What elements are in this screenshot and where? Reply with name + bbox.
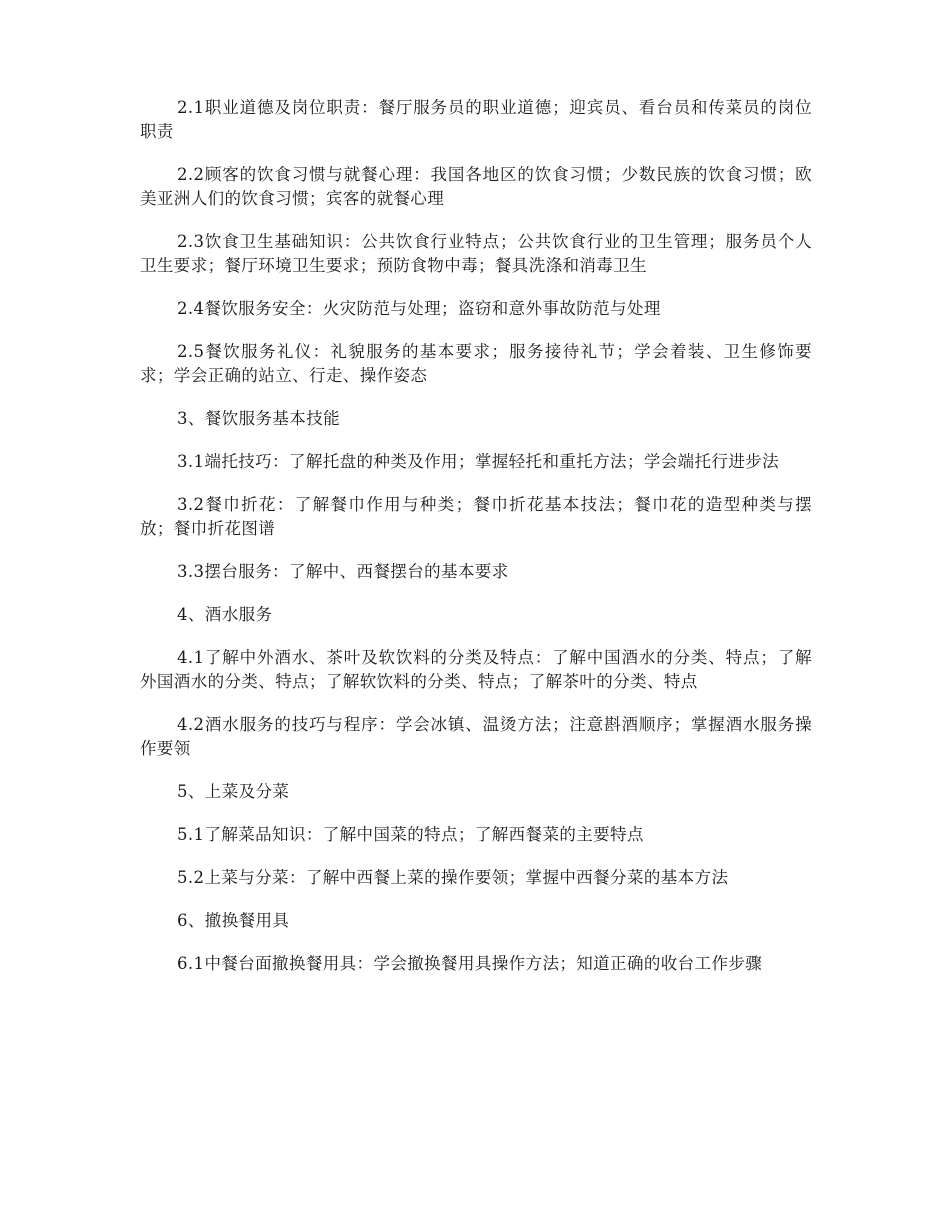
section-heading-5: 5、上菜及分菜 <box>177 782 290 801</box>
paragraph-3-3: 3.3摆台服务：了解中、西餐摆台的基本要求 <box>177 562 509 581</box>
paragraph-3-1: 3.1端托技巧：了解托盘的种类及作用；掌握轻托和重托方法；学会端托行进步法 <box>177 452 780 471</box>
paragraph-4-2: 4.2酒水服务的技巧与程序：学会冰镇、温烫方法；注意斟酒顺序；掌握酒水服务操作要领 <box>140 715 812 758</box>
paragraph-2-3: 2.3饮食卫生基础知识：公共饮食行业特点；公共饮食行业的卫生管理；服务员个人卫生要求；餐厅环境卫生要求；预防食物中毒；餐具洗涤和消毒卫生 <box>140 232 812 275</box>
paragraph-4-1: 4.1了解中外酒水、茶叶及软饮料的分类及特点：了解中国酒水的分类、特点；了解外国酒水的分类、特点；了解软饮料的分类、特点；了解茶叶的分类、特点 <box>140 648 812 691</box>
section-heading-6: 6、撤换餐用具 <box>177 911 290 930</box>
paragraph-2-1: 2.1职业道德及岗位职责：餐厅服务员的职业道德；迎宾员、看台员和传菜员的岗位职责 <box>140 98 812 141</box>
paragraph-3-2: 3.2餐巾折花：了解餐巾作用与种类；餐巾折花基本技法；餐巾花的造型种类与摆放；餐巾折花图谱 <box>140 495 812 538</box>
paragraph-2-2: 2.2顾客的饮食习惯与就餐心理：我国各地区的饮食习惯；少数民族的饮食习惯；欧美亚洲人们的饮食习惯；宾客的就餐心理 <box>140 165 812 208</box>
document-body <box>140 96 812 995</box>
paragraph-5-2: 5.2上菜与分菜：了解中西餐上菜的操作要领；掌握中西餐分菜的基本方法 <box>177 868 729 887</box>
paragraph-5-1: 5.1了解菜品知识：了解中国菜的特点；了解西餐菜的主要特点 <box>177 825 644 844</box>
paragraph-6-1: 6.1中餐台面撤换餐用具：学会撤换餐用具操作方法；知道正确的收台工作步骤 <box>177 954 763 973</box>
paragraph-2-5: 2.5餐饮服务礼仪：礼貌服务的基本要求；服务接待礼节；学会着装、卫生修饰要求；学会正确的站立、行走、操作姿态 <box>140 342 812 385</box>
paragraph-2-4: 2.4餐饮服务安全：火灾防范与处理；盗窃和意外事故防范与处理 <box>177 299 661 318</box>
section-heading-3: 3、餐饮服务基本技能 <box>177 409 340 428</box>
section-heading-4: 4、酒水服务 <box>177 605 273 624</box>
